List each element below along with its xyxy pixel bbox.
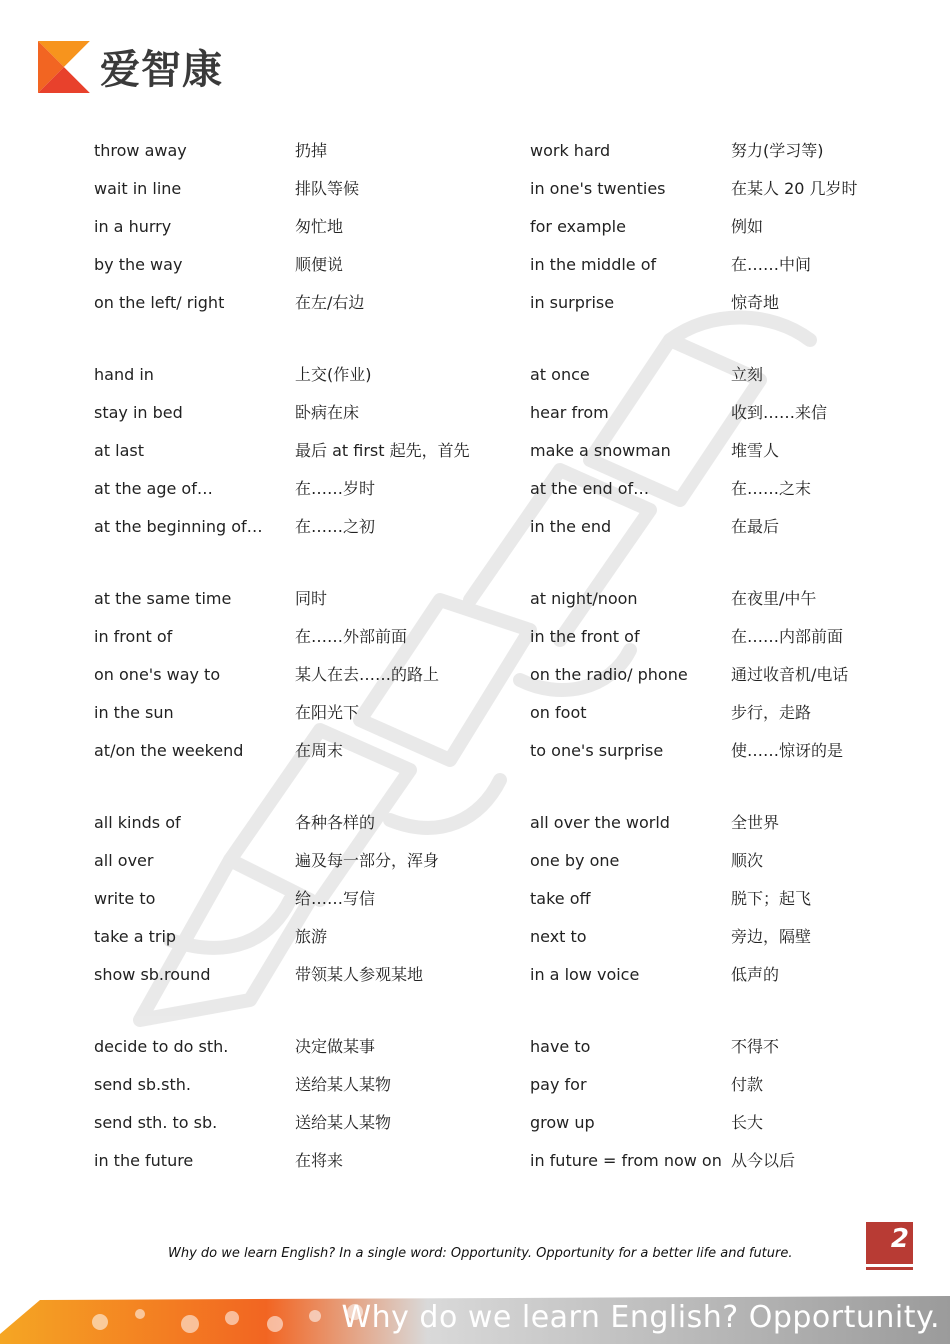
phrase-zh: 某人在去……的路上 (295, 665, 440, 684)
phrase-en: at the same time (94, 589, 232, 608)
phrase-en: at the beginning of… (94, 517, 263, 536)
phrase-zh: 送给某人某物 (295, 1113, 392, 1132)
phrase-en: have to (530, 1037, 591, 1056)
phrase-en: in the end (530, 517, 612, 536)
footer-banner-text: Why do we learn English? Opportunity. (341, 1300, 940, 1335)
phrase-zh: 立刻 (731, 365, 764, 384)
phrase-en: all over (94, 851, 154, 870)
phrase-en: send sb.sth. (94, 1075, 191, 1094)
phrase-zh: 在……之初 (295, 517, 376, 536)
phrase-zh: 顺次 (731, 851, 764, 870)
phrase-en: in the sun (94, 703, 174, 722)
phrase-en: in the front of (530, 627, 640, 646)
phrase-zh: 使……惊讶的是 (731, 741, 844, 760)
phrase-zh: 带领某人参观某地 (295, 965, 424, 984)
phrase-zh: 在……之末 (731, 479, 812, 498)
phrase-en: decide to do sth. (94, 1037, 229, 1056)
phrase-en: in surprise (530, 293, 615, 312)
phrase-zh: 脱下；起飞 (731, 889, 812, 908)
phrase-zh: 不得不 (731, 1037, 780, 1056)
phrase-zh: 堆雪人 (731, 441, 780, 460)
phrase-zh: 旁边，隔壁 (731, 927, 812, 946)
phrase-en: hand in (94, 365, 154, 384)
page-number: 2 (866, 1222, 913, 1264)
phrase-zh: 上交(作业) (295, 365, 372, 384)
brand-logo (38, 38, 223, 95)
phrase-zh: 收到……来信 (731, 403, 828, 422)
phrase-zh: 送给某人某物 (295, 1075, 392, 1094)
phrase-zh: 低声的 (731, 965, 780, 984)
phrase-zh: 扔掉 (295, 141, 328, 160)
phrase-en: on the radio/ phone (530, 665, 688, 684)
phrase-zh: 各种各样的 (295, 813, 376, 832)
phrase-zh: 遍及每一部分，浑身 (295, 851, 440, 870)
phrase-en: one by one (530, 851, 620, 870)
phrase-zh: 顺便说 (295, 255, 344, 274)
phrase-en: by the way (94, 255, 183, 274)
phrase-en: take a trip (94, 927, 177, 946)
phrase-en: make a snowman (530, 441, 671, 460)
page-number-underline (866, 1267, 913, 1270)
phrase-en: to one's surprise (530, 741, 664, 760)
phrase-zh: 在最后 (731, 517, 780, 536)
phrase-en: all kinds of (94, 813, 181, 832)
phrase-en: at the end of… (530, 479, 650, 498)
phrase-zh: 决定做某事 (295, 1037, 376, 1056)
phrase-en: next to (530, 927, 587, 946)
phrase-zh: 在左/右边 (295, 293, 365, 312)
phrase-en: at the age of… (94, 479, 213, 498)
phrase-zh: 在夜里/中午 (731, 589, 817, 608)
phrase-zh: 在将来 (295, 1151, 344, 1170)
phrase-zh: 在……岁时 (295, 479, 376, 498)
phrase-zh: 在……中间 (731, 255, 812, 274)
phrase-zh: 步行，走路 (731, 703, 812, 722)
phrase-zh: 在某人 20 几岁时 (731, 179, 858, 198)
phrase-zh: 长大 (731, 1113, 764, 1132)
phrase-en: for example (530, 217, 626, 236)
phrase-en: on one's way to (94, 665, 221, 684)
phrase-zh: 匆忙地 (295, 217, 344, 236)
phrase-en: at once (530, 365, 590, 384)
phrase-en: in a hurry (94, 217, 172, 236)
phrase-zh: 同时 (295, 589, 328, 608)
phrase-zh: 在……外部前面 (295, 627, 408, 646)
phrase-en: write to (94, 889, 156, 908)
phrase-en: on the left/ right (94, 293, 225, 312)
phrase-zh: 给……写信 (295, 889, 376, 908)
phrase-zh: 最后 at first 起先，首先 (295, 441, 470, 460)
phrase-en: in future = from now on (530, 1151, 722, 1170)
phrase-en: hear from (530, 403, 609, 422)
phrase-zh: 在……内部前面 (731, 627, 844, 646)
phrase-zh: 从今以后 (731, 1151, 796, 1170)
brand-name: 爱智康 (100, 47, 223, 93)
logo-mark-icon (38, 41, 90, 93)
phrase-en: send sth. to sb. (94, 1113, 218, 1132)
phrase-zh: 卧病在床 (295, 403, 360, 422)
phrase-en: at/on the weekend (94, 741, 244, 760)
phrase-en: at last (94, 441, 145, 460)
phrase-en: all over the world (530, 813, 670, 832)
phrase-zh: 全世界 (731, 813, 780, 832)
phrase-en: in a low voice (530, 965, 640, 984)
phrase-en: take off (530, 889, 591, 908)
phrase-zh: 在阳光下 (295, 703, 360, 722)
phrase-zh: 排队等候 (295, 179, 360, 198)
phrase-en: in front of (94, 627, 173, 646)
phrase-zh: 在周末 (295, 741, 344, 760)
phrase-zh: 例如 (731, 217, 764, 236)
phrase-en: throw away (94, 141, 187, 160)
phrase-en: in one's twenties (530, 179, 666, 198)
phrase-en: on foot (530, 703, 587, 722)
phrase-en: pay for (530, 1075, 587, 1094)
phrase-zh: 通过收音机/电话 (731, 665, 849, 684)
phrase-en: wait in line (94, 179, 182, 198)
phrase-en: grow up (530, 1113, 595, 1132)
footer-tagline: Why do we learn English? In a single word: Opportunity. Opportunity for a better life and future. (168, 1246, 793, 1261)
phrase-zh: 付款 (731, 1075, 764, 1094)
phrase-en: show sb.round (94, 965, 211, 984)
phrase-zh: 旅游 (295, 927, 328, 946)
phrase-zh: 努力(学习等) (731, 141, 824, 160)
phrase-zh: 惊奇地 (731, 293, 780, 312)
phrase-en: in the future (94, 1151, 194, 1170)
phrase-en: work hard (530, 141, 611, 160)
phrase-en: at night/noon (530, 589, 638, 608)
phrase-en: in the middle of (530, 255, 657, 274)
phrase-en: stay in bed (94, 403, 183, 422)
